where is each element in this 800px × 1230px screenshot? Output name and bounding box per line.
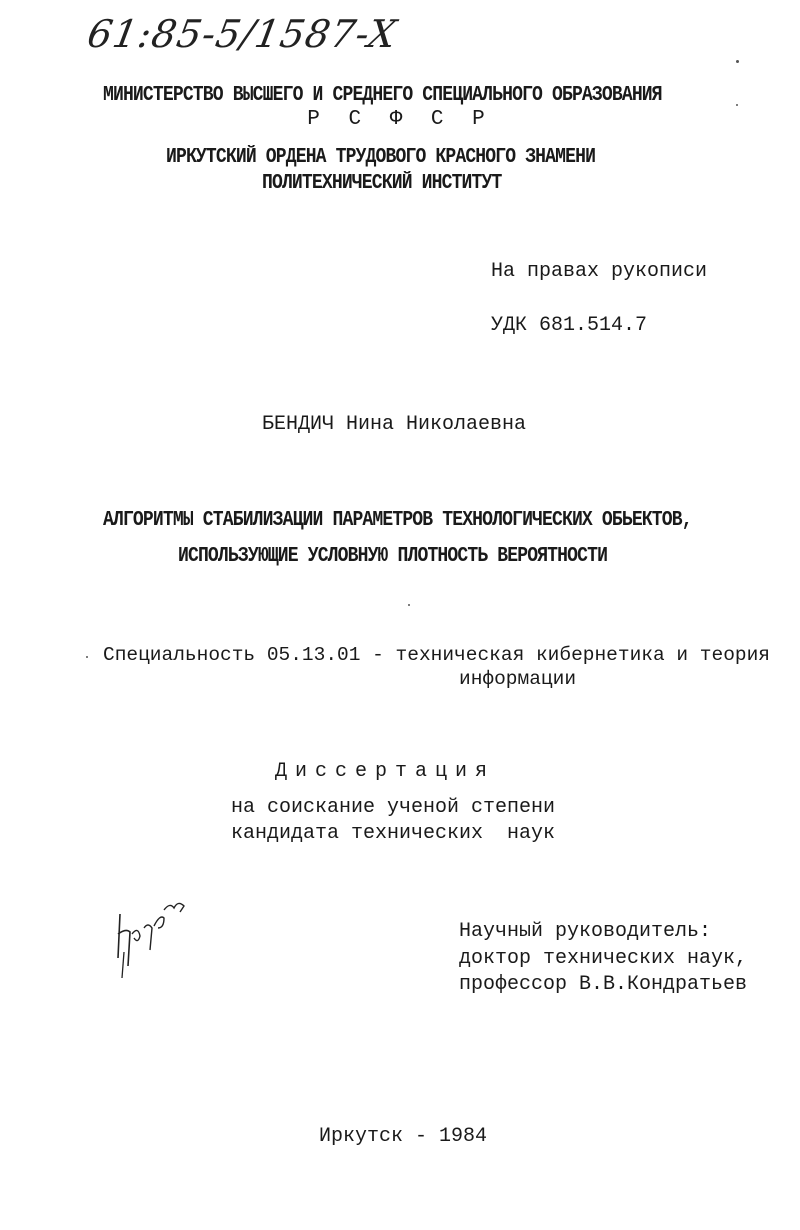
city-year: Иркутск - 1984 — [319, 1125, 488, 1148]
page-speck — [408, 604, 410, 606]
specialty-line-2: информации — [459, 668, 577, 690]
thesis-title-line-2: ИСПОЛЬЗУЮЩИЕ УСЛОВНУЮ ПЛОТНОСТЬ ВЕРОЯТНОСТИ — [178, 545, 608, 568]
page-speck — [736, 104, 738, 106]
dissertation-degree-line-1: на соискание ученой степени — [231, 796, 556, 819]
ministry-header: МИНИСТЕРСТВО ВЫСШЕГО И СРЕДНЕГО СПЕЦИАЛЬНОГО ОБРАЗОВАНИЯ — [103, 84, 662, 107]
institute-line-1: ИРКУТСКИЙ ОРДЕНА ТРУДОВОГО КРАСНОГО ЗНАМЕНИ — [166, 146, 596, 169]
specialty-line-1: Специальность 05.13.01 - техническая кибернетика и теория — [103, 644, 771, 666]
rights-note: На правах рукописи — [491, 260, 708, 283]
advisor-label: Научный руководитель: — [459, 920, 712, 943]
archive-number: 61:85-5/1587-X — [84, 12, 401, 56]
page-speck — [736, 60, 739, 63]
republic-header: Р С Ф С Р — [307, 108, 493, 131]
author-name: БЕНДИЧ Нина Николаевна — [262, 413, 527, 436]
page-speck — [86, 656, 88, 658]
dissertation-label: Диссертация — [275, 760, 496, 783]
dissertation-degree-line-2: кандидата технических наук — [231, 822, 556, 845]
advisor-degree: доктор технических наук, — [459, 947, 748, 970]
institute-line-2: ПОЛИТЕХНИЧЕСКИЙ ИНСТИТУТ — [262, 172, 502, 195]
thesis-title-line-1: АЛГОРИТМЫ СТАБИЛИЗАЦИИ ПАРАМЕТРОВ ТЕХНОЛОГИЧЕСКИХ ОБЬЕКТОВ, — [103, 509, 692, 532]
udc-code: УДК 681.514.7 — [491, 314, 648, 337]
handwritten-signature — [108, 888, 208, 988]
advisor-name: профессор В.В.Кондратьев — [459, 973, 748, 996]
